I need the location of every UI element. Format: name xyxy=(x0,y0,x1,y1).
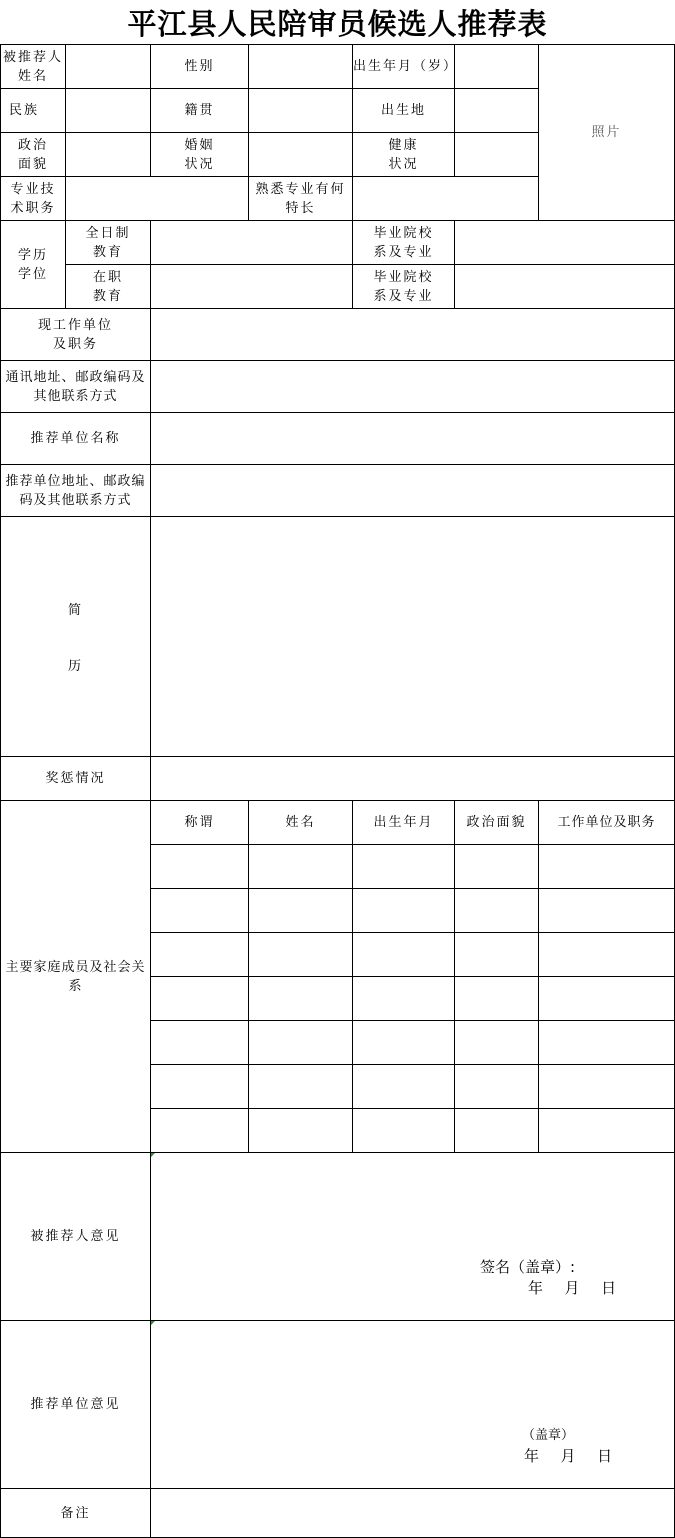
input-fulltime[interactable] xyxy=(151,221,352,264)
input-school-fulltime[interactable] xyxy=(455,221,674,264)
input-political[interactable] xyxy=(66,133,150,176)
input-birthplace[interactable] xyxy=(455,89,538,132)
label-rec-unit-name: 推荐单位名称 xyxy=(30,431,121,446)
seal-label: （盖章） xyxy=(522,1428,575,1443)
label-inservice: 在职教育 xyxy=(92,269,123,304)
label-photo: 照片 xyxy=(591,125,622,140)
label-contact: 通讯地址、邮政编码及其他联系方式 xyxy=(5,369,146,404)
cell-marker-icon xyxy=(151,1153,155,1157)
input-rec-unit-contact[interactable] xyxy=(151,465,674,516)
label-native-place: 籍贯 xyxy=(184,103,215,118)
label-remarks: 备注 xyxy=(60,1505,91,1521)
input-marital[interactable] xyxy=(249,133,352,176)
family-header-political: 政治面貌 xyxy=(466,815,527,830)
label-self-opinion: 被推荐人意见 xyxy=(30,1229,121,1244)
label-resume-1: 简 xyxy=(67,602,83,618)
input-birth[interactable] xyxy=(455,45,538,88)
label-marital: 婚姻状况 xyxy=(184,137,215,172)
family-header-birth: 出生年月 xyxy=(373,815,434,830)
input-prof-title[interactable] xyxy=(66,177,248,220)
sign-date: 年 月 日 xyxy=(528,1279,621,1297)
label-gender: 性别 xyxy=(184,59,215,74)
family-header-relation: 称谓 xyxy=(184,815,215,830)
input-rec-unit-name[interactable] xyxy=(151,413,674,464)
input-gender[interactable] xyxy=(249,45,352,88)
seal-date: 年 月 日 xyxy=(524,1447,617,1465)
input-awards[interactable] xyxy=(151,757,674,800)
input-resume[interactable] xyxy=(151,517,674,756)
label-ethnicity: 民族 xyxy=(9,103,40,118)
input-work-unit[interactable] xyxy=(151,309,674,360)
input-ethnicity[interactable] xyxy=(66,89,150,132)
sign-label: 签名（盖章）: xyxy=(480,1258,576,1276)
label-prof-title: 专业技术职务 xyxy=(10,181,56,216)
input-inservice[interactable] xyxy=(151,265,352,308)
input-remarks[interactable] xyxy=(151,1489,674,1537)
label-school-fulltime: 毕业院校系及专业 xyxy=(373,225,434,260)
label-work-unit: 现工作单位及职务 xyxy=(37,317,113,352)
input-contact[interactable] xyxy=(151,361,674,412)
label-resume-2: 历 xyxy=(67,658,83,674)
family-header-work: 工作单位及职务 xyxy=(557,815,656,830)
label-birth: 出生年月（岁） xyxy=(353,59,459,74)
input-school-inservice[interactable] xyxy=(455,265,674,308)
input-native-place[interactable] xyxy=(249,89,352,132)
label-unit-opinion: 推荐单位意见 xyxy=(30,1397,121,1412)
label-school-inservice: 毕业院校系及专业 xyxy=(373,269,434,304)
input-specialty[interactable] xyxy=(353,177,538,220)
label-name: 被推荐人姓名 xyxy=(2,49,63,84)
form-title: 平江县人民陪审员候选人推荐表 xyxy=(127,7,548,41)
label-fulltime: 全日制教育 xyxy=(85,225,131,260)
label-birthplace: 出生地 xyxy=(380,103,426,118)
family-header-name: 姓名 xyxy=(285,815,316,830)
label-rec-unit-contact: 推荐单位地址、邮政编码及其他联系方式 xyxy=(5,473,146,508)
cell-marker-icon xyxy=(151,1321,155,1325)
input-health[interactable] xyxy=(455,133,538,176)
label-specialty: 熟悉专业有何特长 xyxy=(255,181,346,216)
label-political: 政治面貌 xyxy=(17,137,48,172)
label-education: 学历学位 xyxy=(17,247,48,282)
label-health: 健康状况 xyxy=(388,137,419,172)
input-name[interactable] xyxy=(66,45,150,88)
label-family: 主要家庭成员及社会关系 xyxy=(5,959,146,994)
label-awards: 奖惩情况 xyxy=(45,771,106,786)
